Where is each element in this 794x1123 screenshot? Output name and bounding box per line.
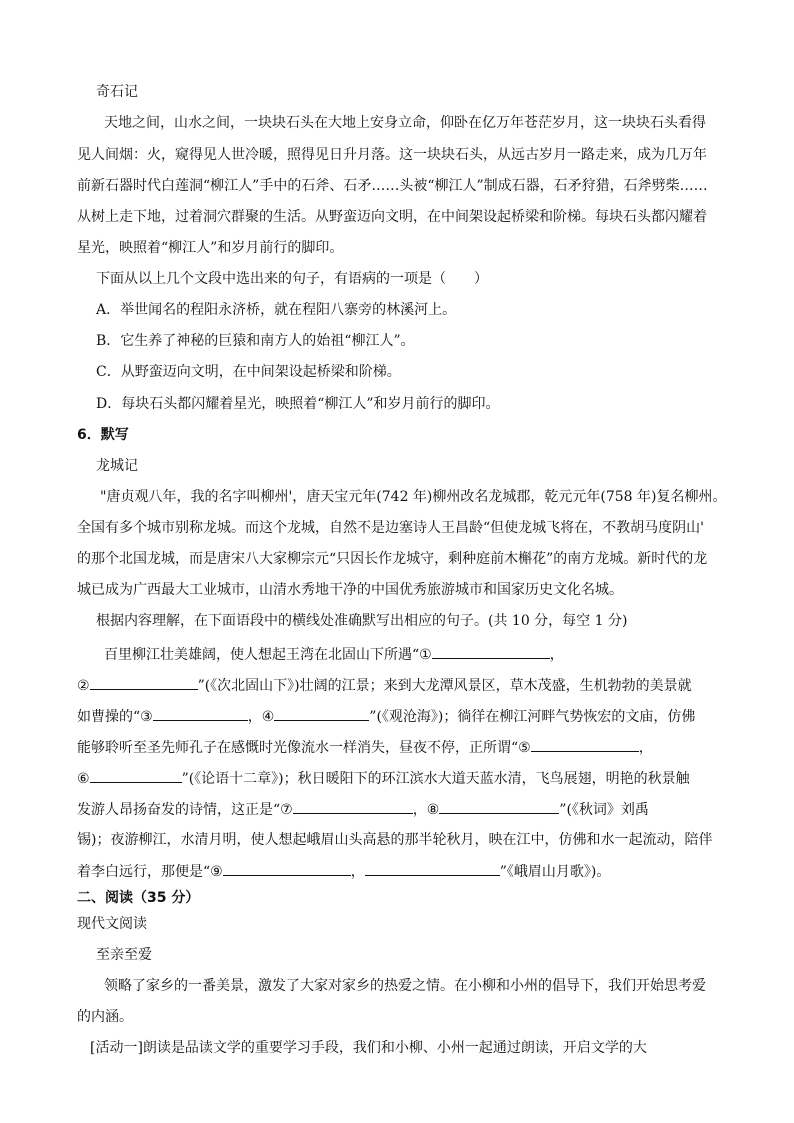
fill-text: ”(《观沧海》)；徜徉在柳江河畔气势恢宏的文庙，仿佛: [369, 709, 696, 725]
section-subheading: 现代文阅读: [77, 916, 147, 932]
blank-marker: ①: [419, 647, 432, 663]
answer-blank[interactable]: [365, 861, 500, 876]
question-stem: 下面从以上几个文段中选出来的句子，有语病的一项是（ ）: [96, 271, 488, 287]
blank-marker: ②: [77, 678, 90, 694]
blank-marker: ④: [261, 709, 275, 725]
fill-text: 百里柳江壮美雄阔，使人想起王湾在北固山下所遇“: [104, 647, 420, 663]
passage-title: 龙城记: [96, 458, 138, 474]
fill-text: ”(《次北固山下》)壮阔的江景；来到大龙潭风景区，草木茂盛，生机勃勃的美景就: [197, 678, 692, 694]
option-a[interactable]: A．举世闻名的程阳永济桥，就在程阳八寨旁的林溪河上。: [96, 302, 457, 318]
blank-marker: ⑥: [77, 771, 90, 787]
answer-blank[interactable]: [274, 706, 369, 721]
passage-line: 星光，映照着“柳江人”和岁月前行的脚印。: [77, 240, 344, 256]
answer-blank[interactable]: [90, 675, 198, 690]
fill-text: ”(《论语十二章》)；秋日暖阳下的环江滨水大道天蓝水清，飞鸟展翅，明艳的秋景触: [181, 771, 690, 787]
passage-line: [活动一]朗读是品读文学的重要学习手段，我们和小柳、小州一起通过朗读，开启文学的大: [90, 1040, 647, 1056]
fill-line: [77, 675, 692, 696]
passage-line: 的那个北国龙城，而是唐宋八大家柳宗元“只因长作龙城守，剩种庭前木槲花”的南方龙城。新时代的龙: [77, 551, 708, 567]
question-heading: 6．默写: [77, 427, 129, 443]
fill-text: ，: [350, 864, 365, 880]
option-b[interactable]: B．它生养了神秘的巨猿和南方人的始祖“柳江人”。: [96, 333, 415, 349]
passage-line: 城已成为广西最大工业城市，山清水秀地干净的中国优秀旅游城市和国家历史文化名城。: [77, 582, 623, 598]
answer-blank[interactable]: [439, 799, 559, 814]
fill-text: ，: [549, 647, 564, 663]
passage-title: 至亲至爱: [96, 947, 152, 963]
fill-line: [77, 768, 690, 789]
fill-text: ”(《秋词》刘禹: [559, 802, 649, 818]
answer-blank[interactable]: [432, 644, 550, 659]
blank-marker: ③: [140, 709, 153, 725]
fill-text: 发游人昂扬奋发的诗情，这正是“: [77, 802, 281, 818]
option-c[interactable]: C．从野蛮迈向文明，在中间架设起桥梁和阶梯。: [96, 364, 401, 380]
fill-line: 锡)；夜游柳江，水清月明，使人想起峨眉山头高悬的那半轮秋月，映在江中，仿佛和水一起流动，陪伴: [77, 832, 713, 848]
answer-blank[interactable]: [153, 706, 248, 721]
answer-blank[interactable]: [293, 799, 413, 814]
answer-blank[interactable]: [223, 861, 351, 876]
fill-text: 如曹操的“: [77, 709, 141, 725]
passage-line: "唐贞观八年，我的名字叫柳州'，唐天宝元年(742 年)柳州改名龙城郡，乾元元年(758 年)复名柳州。: [100, 489, 727, 505]
answer-blank[interactable]: [531, 737, 639, 752]
passage-line: 天地之间，山水之间，一块块石头在大地上安身立命，仰卧在亿万年苍茫岁月，这一块块石头看得: [104, 115, 706, 131]
passage-line: 从树上走下地，过着洞穴群聚的生活。从野蛮迈向文明，在中间架设起桥梁和阶梯。每块石头都闪耀着: [77, 209, 707, 225]
section-heading: 二、阅读（35 分）: [77, 890, 200, 906]
fill-line: [104, 644, 564, 665]
passage-line: 前新石器时代白莲洞“柳江人”手中的石斧、石矛……头被“柳江人”制成石器，石矛狩猎，石斧劈柴……: [77, 178, 708, 194]
fill-text: 着李白远行，那便是“: [77, 864, 211, 880]
option-d[interactable]: D．每块石头都闪耀着星光，映照着“柳江人”和岁月前行的脚印。: [96, 396, 500, 412]
passage-line: 见人间烟：火，窥得见人世冷暖，照得见日升月落。这一块块石头，从远古岁月一路走来，成为几万年: [77, 147, 707, 163]
fill-text: ，: [247, 709, 262, 725]
blank-marker: ⑨: [210, 864, 223, 880]
fill-text: ，: [412, 802, 427, 818]
passage-line: 领略了家乡的一番美景，激发了大家对家乡的热爱之情。在小柳和小州的倡导下，我们开始思考爱: [104, 978, 706, 994]
fill-text: ，: [638, 740, 653, 756]
answer-blank[interactable]: [90, 768, 182, 783]
fill-text: 能够聆听至圣先师孔子在感慨时光像流水一样消失，昼夜不停，正所谓“: [77, 740, 519, 756]
fill-text: ”《峨眉山月歌》)。: [499, 864, 611, 880]
blank-marker: ⑦: [280, 802, 293, 818]
fill-line: [77, 737, 653, 758]
passage-line: 的内涵。: [77, 1009, 133, 1025]
blank-marker: ⑧: [426, 802, 440, 818]
blank-marker: ⑤: [518, 740, 531, 756]
fill-line: [77, 706, 695, 727]
instruction: 根据内容理解，在下面语段中的横线处准确默写出相应的句子。(共 10 分，每空 1 分): [96, 613, 628, 629]
passage-line: 全国有多个城市别称龙城。而这个龙城，自然不是边塞诗人王昌龄“但使龙城飞将在，不教胡马度阴山': [77, 520, 705, 536]
passage-title: 奇石记: [96, 84, 138, 100]
fill-line: [77, 861, 610, 882]
fill-line: [77, 799, 649, 820]
